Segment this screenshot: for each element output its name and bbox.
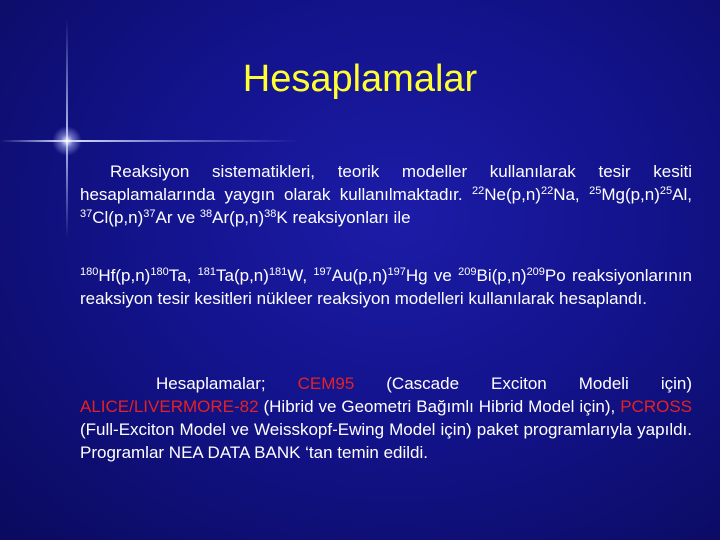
reaction-text: Ta(p,n) bbox=[216, 266, 269, 285]
reaction-text: Po bbox=[544, 266, 566, 285]
lens-flare-horizontal bbox=[0, 140, 300, 142]
mass-number: 180 bbox=[150, 266, 169, 278]
mass-number: 197 bbox=[387, 266, 406, 278]
reaction-text: Ar ve bbox=[155, 208, 200, 227]
paragraph-reactions-list bbox=[80, 264, 692, 310]
mass-number: 181 bbox=[197, 266, 217, 278]
mass-number: 209 bbox=[458, 266, 477, 278]
reaction-text: Ne(p,n) bbox=[484, 185, 541, 204]
program-name-pcross: PCROSS bbox=[620, 397, 692, 416]
mass-number: 22 bbox=[540, 185, 554, 197]
slide-title: Hesaplamalar bbox=[242, 58, 478, 100]
mass-number: 37 bbox=[143, 208, 156, 220]
paragraph-reaction-systematics bbox=[80, 160, 692, 229]
lens-flare-glow bbox=[52, 126, 82, 156]
paragraph-text: Hesaplamalar; bbox=[156, 374, 298, 393]
mass-number: 197 bbox=[313, 266, 332, 278]
paragraph-text: reaksiyonlarının reaksiyon tesir kesitleri nükleer reaksiyon modelleri kullanılarak hesaplandı. bbox=[80, 266, 692, 308]
mass-number: 209 bbox=[526, 266, 545, 278]
reaction-text: Al, bbox=[672, 185, 692, 204]
reaction-text: Cl(p,n) bbox=[92, 208, 144, 227]
program-name-alice: ALICE/LIVERMORE-82 bbox=[80, 397, 259, 416]
reaction-text: Hg ve bbox=[405, 266, 459, 285]
mass-number: 180 bbox=[80, 266, 99, 278]
program-name-cem95: CEM95 bbox=[297, 374, 355, 393]
mass-number: 38 bbox=[199, 208, 213, 220]
reaction-text: Na, bbox=[553, 185, 590, 204]
reaction-text: W, bbox=[287, 266, 314, 285]
mass-number: 38 bbox=[264, 208, 277, 220]
mass-number: 22 bbox=[472, 185, 485, 197]
reaction-text: K reaksiyonları ile bbox=[276, 208, 411, 227]
mass-number: 25 bbox=[589, 185, 602, 197]
reaction-text: Mg(p,n) bbox=[601, 185, 660, 204]
reaction-text: Ar(p,n) bbox=[212, 208, 265, 227]
mass-number: 181 bbox=[268, 266, 288, 278]
paragraph-text: (Cascade Exciton Modeli için) bbox=[354, 374, 692, 393]
reaction-text: Hf(p,n) bbox=[98, 266, 151, 285]
paragraph-text: (Full-Exciton Model ve Weisskopf-Ewing Model için) paket programlarıyla yapıldı. Programlar NEA DATA BANK ‘tan temin edildi. bbox=[80, 420, 692, 462]
reaction-text: Ta, bbox=[168, 266, 198, 285]
paragraph-text: (Hibrid ve Geometri Bağımlı Hibrid Model için), bbox=[258, 397, 621, 416]
mass-number: 37 bbox=[80, 208, 93, 220]
paragraph-text: Reaksiyon sistematikleri, teorik modeller kullanılarak tesir kesiti hesaplamalarında yaygın olarak kullanılmaktadır. bbox=[80, 162, 692, 204]
reaction-text: Bi(p,n) bbox=[476, 266, 527, 285]
mass-number: 25 bbox=[659, 185, 673, 197]
paragraph-programs bbox=[80, 372, 692, 464]
reaction-text: Au(p,n) bbox=[331, 266, 388, 285]
